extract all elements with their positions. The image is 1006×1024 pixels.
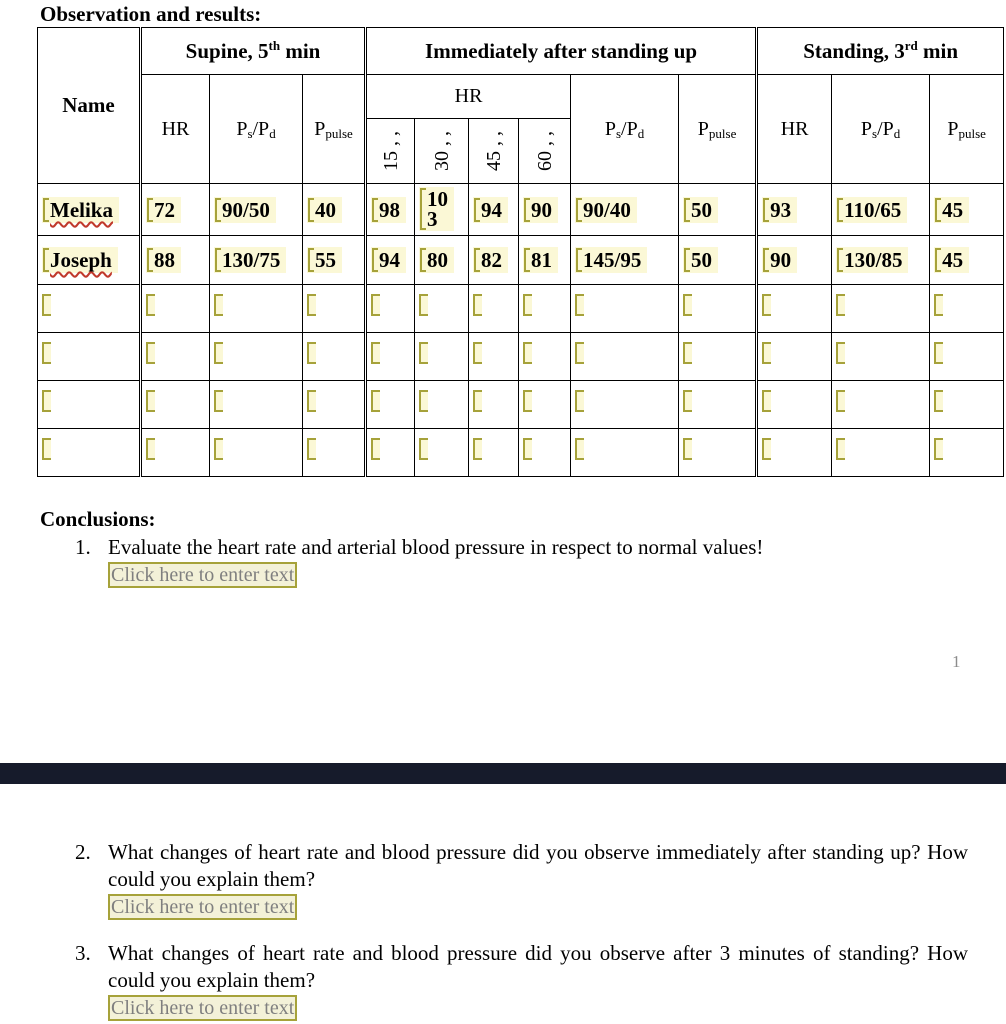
immediate-bp-field[interactable]: 90/40: [575, 197, 637, 223]
empty-row: [38, 284, 1004, 332]
empty-field[interactable]: [146, 390, 155, 412]
header-supine-pulse: Ppulse: [303, 75, 366, 184]
empty-field[interactable]: [762, 342, 771, 364]
question-3: [75, 940, 968, 1021]
header-immediately: Immediately after standing up: [366, 28, 757, 75]
empty-field[interactable]: [371, 294, 380, 316]
empty-field[interactable]: [214, 438, 223, 460]
empty-field[interactable]: [575, 438, 584, 460]
question-text: What changes of heart rate and blood pressure did you observe immediately after standing up? How could you explain them?: [108, 840, 968, 891]
answer-field-1[interactable]: Click here to enter text: [108, 562, 297, 588]
hr-45s-field[interactable]: 94: [473, 197, 508, 223]
empty-field[interactable]: [473, 294, 482, 316]
empty-field[interactable]: [836, 342, 845, 364]
empty-row: [38, 332, 1004, 380]
question-number: 2.: [75, 840, 91, 864]
empty-field[interactable]: [42, 438, 51, 460]
empty-field[interactable]: [762, 438, 771, 460]
empty-field[interactable]: [371, 390, 380, 412]
header-sec-30: 30 , ,: [415, 119, 469, 184]
page-break: [0, 763, 1006, 784]
header-sec-45: 45 , ,: [469, 119, 519, 184]
immediate-pulse-field[interactable]: 50: [683, 197, 718, 223]
standing-bp-field[interactable]: 130/85: [836, 247, 908, 273]
header-name: Name: [38, 28, 141, 184]
immediate-bp-field[interactable]: 145/95: [575, 247, 647, 273]
empty-field[interactable]: [575, 342, 584, 364]
header-standing-bp: Ps/Pd: [832, 75, 930, 184]
empty-field[interactable]: [934, 342, 943, 364]
supine-bp-field[interactable]: 90/50: [214, 197, 276, 223]
name-field[interactable]: Melika: [42, 197, 119, 223]
empty-field[interactable]: [762, 294, 771, 316]
empty-field[interactable]: [307, 342, 316, 364]
empty-field[interactable]: [307, 294, 316, 316]
empty-field[interactable]: [214, 342, 223, 364]
empty-field[interactable]: [836, 438, 845, 460]
empty-field[interactable]: [836, 390, 845, 412]
empty-field[interactable]: [762, 390, 771, 412]
standing-bp-field[interactable]: 110/65: [836, 197, 907, 223]
empty-field[interactable]: [523, 294, 532, 316]
empty-field[interactable]: [371, 438, 380, 460]
empty-field[interactable]: [371, 342, 380, 364]
question-text: What changes of heart rate and blood pressure did you observe after 3 minutes of standing? How could you explain them?: [108, 941, 968, 992]
empty-field[interactable]: [473, 342, 482, 364]
page-number: 1: [952, 652, 961, 671]
empty-field[interactable]: [214, 294, 223, 316]
empty-field[interactable]: [419, 438, 428, 460]
empty-field[interactable]: [934, 438, 943, 460]
hr-15s-field[interactable]: 94: [371, 247, 406, 273]
supine-bp-field[interactable]: 130/75: [214, 247, 286, 273]
hr-60s-field[interactable]: 90: [523, 197, 558, 223]
supine-hr-field[interactable]: 72: [146, 197, 181, 223]
empty-field[interactable]: [523, 342, 532, 364]
empty-field[interactable]: [523, 390, 532, 412]
header-immediate-hr: HR: [366, 75, 571, 119]
standing-pulse-field[interactable]: 45: [934, 197, 969, 223]
hr-45s-field[interactable]: 82: [473, 247, 508, 273]
empty-field[interactable]: [146, 294, 155, 316]
empty-field[interactable]: [683, 390, 692, 412]
question-2: [75, 839, 968, 920]
supine-pulse-field[interactable]: 40: [307, 197, 342, 223]
question-number: 1.: [75, 535, 91, 559]
empty-field[interactable]: [42, 342, 51, 364]
standing-hr-field[interactable]: 90: [762, 247, 797, 273]
standing-hr-field[interactable]: 93: [762, 197, 797, 223]
empty-field[interactable]: [523, 438, 532, 460]
hr-30s-field[interactable]: 10 3: [419, 187, 454, 231]
standing-pulse-field[interactable]: 45: [934, 247, 969, 273]
supine-pulse-field[interactable]: 55: [307, 247, 342, 273]
hr-60s-field[interactable]: 81: [523, 247, 558, 273]
immediate-pulse-field[interactable]: 50: [683, 247, 718, 273]
empty-field[interactable]: [683, 342, 692, 364]
empty-field[interactable]: [307, 438, 316, 460]
question-1: [75, 534, 975, 588]
empty-field[interactable]: [934, 390, 943, 412]
header-sec-15: 15 , ,: [366, 119, 415, 184]
question-number: 3.: [75, 941, 91, 965]
empty-field[interactable]: [214, 390, 223, 412]
header-supine-hr: HR: [141, 75, 210, 184]
section-title: Observation and results:: [40, 2, 262, 26]
empty-field[interactable]: [419, 294, 428, 316]
empty-field[interactable]: [575, 294, 584, 316]
empty-field[interactable]: [42, 390, 51, 412]
conclusions-title: Conclusions:: [40, 507, 156, 531]
header-supine-bp: Ps/Pd: [210, 75, 303, 184]
observation-table: [37, 27, 1004, 477]
empty-field[interactable]: [419, 390, 428, 412]
empty-row: [38, 380, 1004, 428]
table-row: [38, 236, 1004, 284]
question-text: Evaluate the heart rate and arterial blood pressure in respect to normal values!: [108, 535, 764, 559]
empty-field[interactable]: [683, 438, 692, 460]
header-standing-pulse: Ppulse: [930, 75, 1004, 184]
hr-15s-field[interactable]: 98: [371, 197, 406, 223]
empty-row: [38, 428, 1004, 476]
empty-field[interactable]: [419, 342, 428, 364]
empty-field[interactable]: [146, 342, 155, 364]
empty-field[interactable]: [42, 294, 51, 316]
empty-field[interactable]: [473, 438, 482, 460]
supine-hr-field[interactable]: 88: [146, 247, 181, 273]
header-immediate-pulse: Ppulse: [679, 75, 757, 184]
header-sec-60: 60 , ,: [519, 119, 571, 184]
answer-field-2[interactable]: Click here to enter text: [108, 894, 297, 920]
empty-field[interactable]: [575, 390, 584, 412]
empty-field[interactable]: [836, 294, 845, 316]
answer-field-3[interactable]: Click here to enter text: [108, 995, 297, 1021]
table-row: [38, 184, 1004, 236]
header-standing-hr: HR: [757, 75, 832, 184]
header-supine: Supine, 5th min: [141, 28, 366, 75]
empty-field[interactable]: [307, 390, 316, 412]
empty-field[interactable]: [473, 390, 482, 412]
empty-field[interactable]: [146, 438, 155, 460]
hr-30s-field[interactable]: 80: [419, 247, 454, 273]
header-immediate-bp: Ps/Pd: [571, 75, 679, 184]
header-standing: Standing, 3rd min: [757, 28, 1004, 75]
empty-field[interactable]: [683, 294, 692, 316]
empty-field[interactable]: [934, 294, 943, 316]
name-field[interactable]: Joseph: [42, 247, 118, 273]
